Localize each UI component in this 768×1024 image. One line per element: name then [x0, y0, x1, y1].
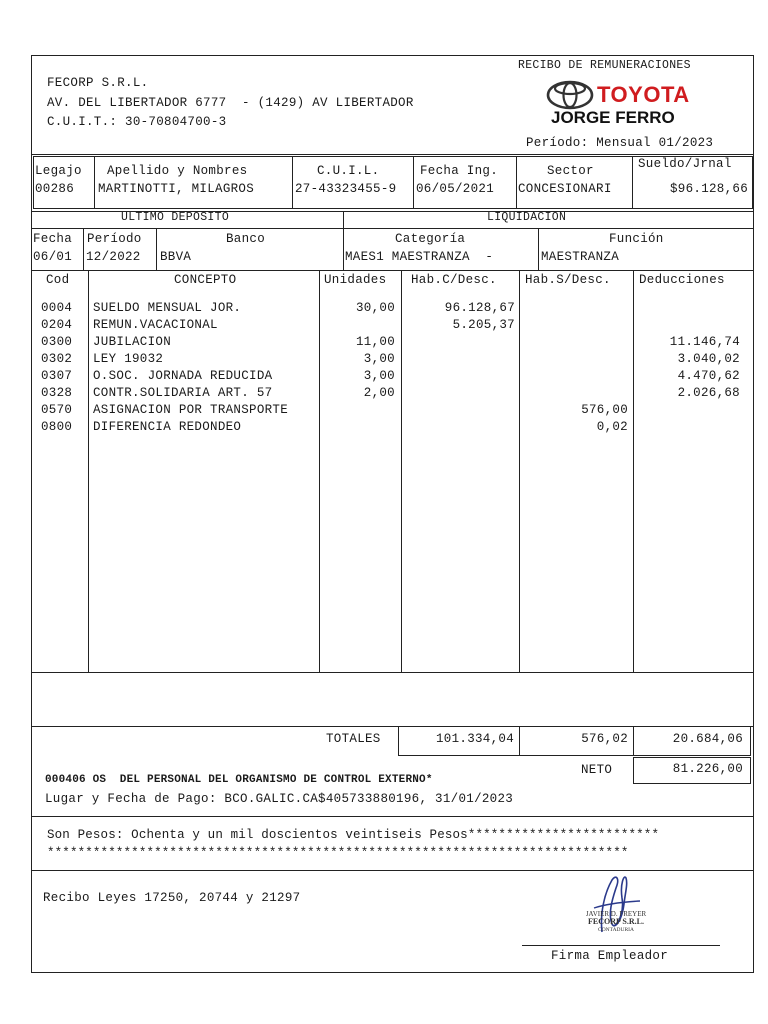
header-sector: Sector: [547, 164, 594, 178]
table-row: [0, 385, 768, 402]
item-deducciones: 3.040,02: [677, 352, 740, 366]
value-funcion: MAESTRANZA: [541, 250, 620, 264]
receipt-title: RECIBO DE REMUNERACIONES: [518, 59, 691, 72]
item-hab-s: 576,00: [581, 403, 628, 417]
son-pesos-line1: Son Pesos: Ochenta y un mil doscientos veintiseis Pesos*************************: [47, 828, 660, 842]
totales-label: TOTALES: [326, 732, 381, 746]
value-fecha: 06/01: [33, 250, 73, 264]
item-concepto: O.SOC. JORNADA REDUCIDA: [93, 369, 273, 383]
header-name: Apellido y Nombres: [107, 164, 248, 178]
company-cuit: C.U.I.T.: 30-70804700-3: [47, 115, 227, 129]
divider: [31, 870, 754, 871]
header-hab-c: Hab.C/Desc.: [411, 273, 497, 287]
value-periodo: 12/2022: [86, 250, 141, 264]
item-concepto: SUELDO MENSUAL JOR.: [93, 301, 242, 315]
header-hab-s: Hab.S/Desc.: [525, 273, 611, 287]
value-fecha-ing: 06/05/2021: [416, 182, 495, 196]
item-deducciones: 11.146,74: [669, 335, 740, 349]
item-concepto: CONTR.SOLIDARIA ART. 57: [93, 386, 273, 400]
item-hab-c: 5.205,37: [452, 318, 515, 332]
value-banco: BBVA: [160, 250, 192, 264]
header-concepto: CONCEPTO: [174, 273, 237, 287]
item-hab-c: 96.128,67: [444, 301, 515, 315]
receipt-period: Período: Mensual 01/2023: [526, 136, 714, 150]
item-cod: 0300: [41, 335, 73, 349]
divider: [31, 816, 754, 817]
table-row: [0, 317, 768, 334]
liquidacion-label: LIQUIDACION: [487, 211, 567, 224]
header-fecha: Fecha: [33, 232, 73, 246]
table-row: [0, 351, 768, 368]
dealer-name: JORGE FERRO: [551, 108, 675, 127]
item-cod: 0307: [41, 369, 73, 383]
header-fecha-ing: Fecha Ing.: [420, 164, 499, 178]
value-sector: CONCESIONARI: [518, 182, 612, 196]
item-cod: 0570: [41, 403, 73, 417]
header-sueldo: Sueldo/Jrnal: [638, 157, 732, 171]
stamp-signer: JAVIER D. FREYER: [585, 910, 647, 918]
divider: [413, 156, 414, 209]
value-categoria: MAES1 MAESTRANZA -: [345, 250, 494, 264]
item-concepto: DIFERENCIA REDONDEO: [93, 420, 242, 434]
toyota-emblem-icon: [546, 80, 594, 110]
divider: [292, 156, 293, 209]
item-unidades: 2,00: [363, 386, 395, 400]
total-hab-s: 576,02: [581, 732, 628, 746]
total-hab-c: 101.334,04: [435, 732, 514, 746]
table-row: [0, 300, 768, 317]
table-row: [0, 368, 768, 385]
total-deducciones: 20.684,06: [672, 732, 743, 746]
divider: [516, 156, 517, 209]
recibo-leyes: Recibo Leyes 17250, 20744 y 21297: [43, 891, 301, 905]
son-pesos-line2: ****************************************************************************: [47, 846, 629, 860]
toyota-wordmark: TOYOTA: [597, 82, 690, 107]
signature-line: [522, 945, 720, 946]
value-name: MARTINOTTI, MILAGROS: [98, 182, 255, 196]
header-periodo: Período: [87, 232, 142, 246]
ultimo-deposito-label: ULTIMO DEPOSITO: [121, 211, 230, 224]
header-categoria: Categoría: [395, 232, 466, 246]
item-cod: 0800: [41, 420, 73, 434]
value-cuil: 27-43323455-9: [295, 182, 397, 196]
divider: [94, 156, 95, 209]
item-cod: 0204: [41, 318, 73, 332]
stamp-department: CONTADURIA: [598, 927, 634, 933]
header-banco: Banco: [226, 232, 266, 246]
company-address: AV. DEL LIBERTADOR 6777 - (1429) AV LIBERTADOR: [47, 96, 414, 110]
header-unidades: Unidades: [324, 273, 387, 287]
divider: [632, 156, 633, 209]
table-row: [0, 334, 768, 351]
item-concepto: JUBILACION: [93, 335, 172, 349]
divider: [31, 672, 754, 673]
item-unidades: 3,00: [363, 369, 395, 383]
obra-social: 000406 OS DEL PERSONAL DEL ORGANISMO DE CONTROL EXTERNO*: [45, 774, 433, 786]
item-unidades: 3,00: [363, 352, 395, 366]
header-deducciones: Deducciones: [639, 273, 725, 287]
header-legajo: Legajo: [35, 164, 82, 178]
company-name: FECORP S.R.L.: [47, 76, 149, 90]
item-unidades: 11,00: [355, 335, 395, 349]
item-cod: 0004: [41, 301, 73, 315]
item-concepto: ASIGNACION POR TRANSPORTE: [93, 403, 289, 417]
item-hab-s: 0,02: [596, 420, 628, 434]
divider: [31, 154, 754, 155]
divider: [83, 228, 84, 271]
item-cod: 0302: [41, 352, 73, 366]
header-cuil: C.U.I.L.: [317, 164, 380, 178]
divider: [343, 211, 344, 271]
item-concepto: REMUN.VACACIONAL: [93, 318, 218, 332]
header-funcion: Función: [609, 232, 664, 246]
item-unidades: 30,00: [355, 301, 395, 315]
item-deducciones: 4.470,62: [677, 369, 740, 383]
header-cod: Cod: [46, 273, 70, 287]
neto-value: 81.226,00: [672, 762, 743, 776]
toyota-logo: [546, 80, 594, 110]
firma-empleador: Firma Empleador: [551, 949, 669, 963]
lugar-fecha-pago: Lugar y Fecha de Pago: BCO.GALIC.CA$405733880196, 31/01/2023: [45, 792, 514, 806]
neto-label: NETO: [581, 763, 613, 777]
table-row: [0, 402, 768, 419]
stamp: [570, 910, 662, 934]
item-concepto: LEY 19032: [93, 352, 164, 366]
table-row: [0, 419, 768, 436]
value-sueldo: $96.128,66: [669, 182, 748, 196]
stamp-company: FECORP S.R.L.: [587, 917, 644, 926]
divider: [538, 228, 539, 271]
item-deducciones: 2.026,68: [677, 386, 740, 400]
divider: [156, 228, 157, 271]
divider: [31, 270, 754, 271]
value-legajo: 00286: [35, 182, 75, 196]
divider: [31, 228, 754, 229]
item-cod: 0328: [41, 386, 73, 400]
